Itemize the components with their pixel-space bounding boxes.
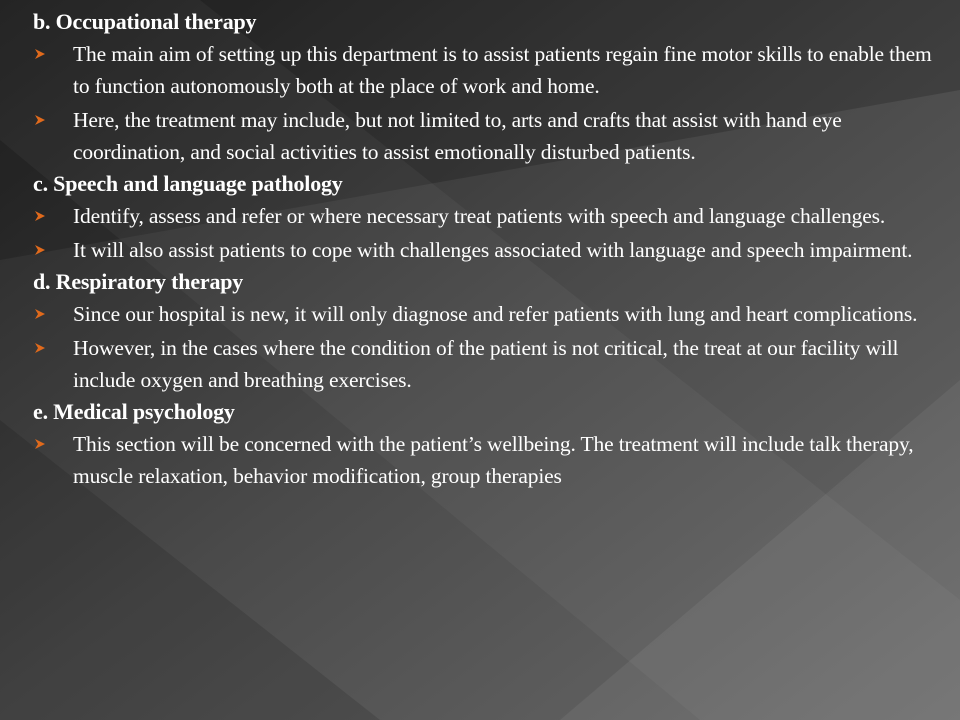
arrow-bullet-icon (33, 307, 47, 321)
list-item (33, 200, 933, 232)
list-item (33, 332, 933, 396)
list-item-text: Since our hospital is new, it will only diagnose and refer patients with lung and heart complications. (73, 302, 918, 326)
arrow-bullet-icon (33, 209, 47, 223)
section-heading-respiratory-therapy: d. Respiratory therapy (33, 269, 244, 294)
list-item-text: Here, the treatment may include, but not limited to, arts and crafts that assist with hand eye coordination, and social activities to assist emotionally disturbed patients. (73, 108, 842, 164)
list-item-text: The main aim of setting up this department is to assist patients regain fine motor skills to enable them to function autonomously both at the place of work and home. (73, 42, 932, 98)
arrow-bullet-icon (33, 341, 47, 355)
arrow-bullet-icon (33, 113, 47, 127)
list-item (33, 428, 933, 492)
list-item (33, 38, 933, 102)
arrow-bullet-icon (33, 47, 47, 61)
slide-content (33, 8, 933, 494)
list-item-text: However, in the cases where the condition of the patient is not critical, the treat at our facility will include oxygen and breathing exercises. (73, 336, 899, 392)
list-item (33, 104, 933, 168)
section-heading-medical-psychology: e. Medical psychology (33, 399, 235, 424)
list-item (33, 298, 933, 330)
section-heading-occupational-therapy: b. Occupational therapy (33, 9, 257, 34)
arrow-bullet-icon (33, 437, 47, 451)
arrow-bullet-icon (33, 243, 47, 257)
list-item-text: Identify, assess and refer or where necessary treat patients with speech and language challenges. (73, 204, 886, 228)
list-item-text: It will also assist patients to cope with challenges associated with language and speech impairment. (73, 238, 913, 262)
section-heading-speech-language: c. Speech and language pathology (33, 171, 343, 196)
list-item (33, 234, 933, 266)
list-item-text: This section will be concerned with the patient’s wellbeing. The treatment will include talk therapy, muscle relaxation, behavior modification, group therapies (73, 432, 914, 488)
